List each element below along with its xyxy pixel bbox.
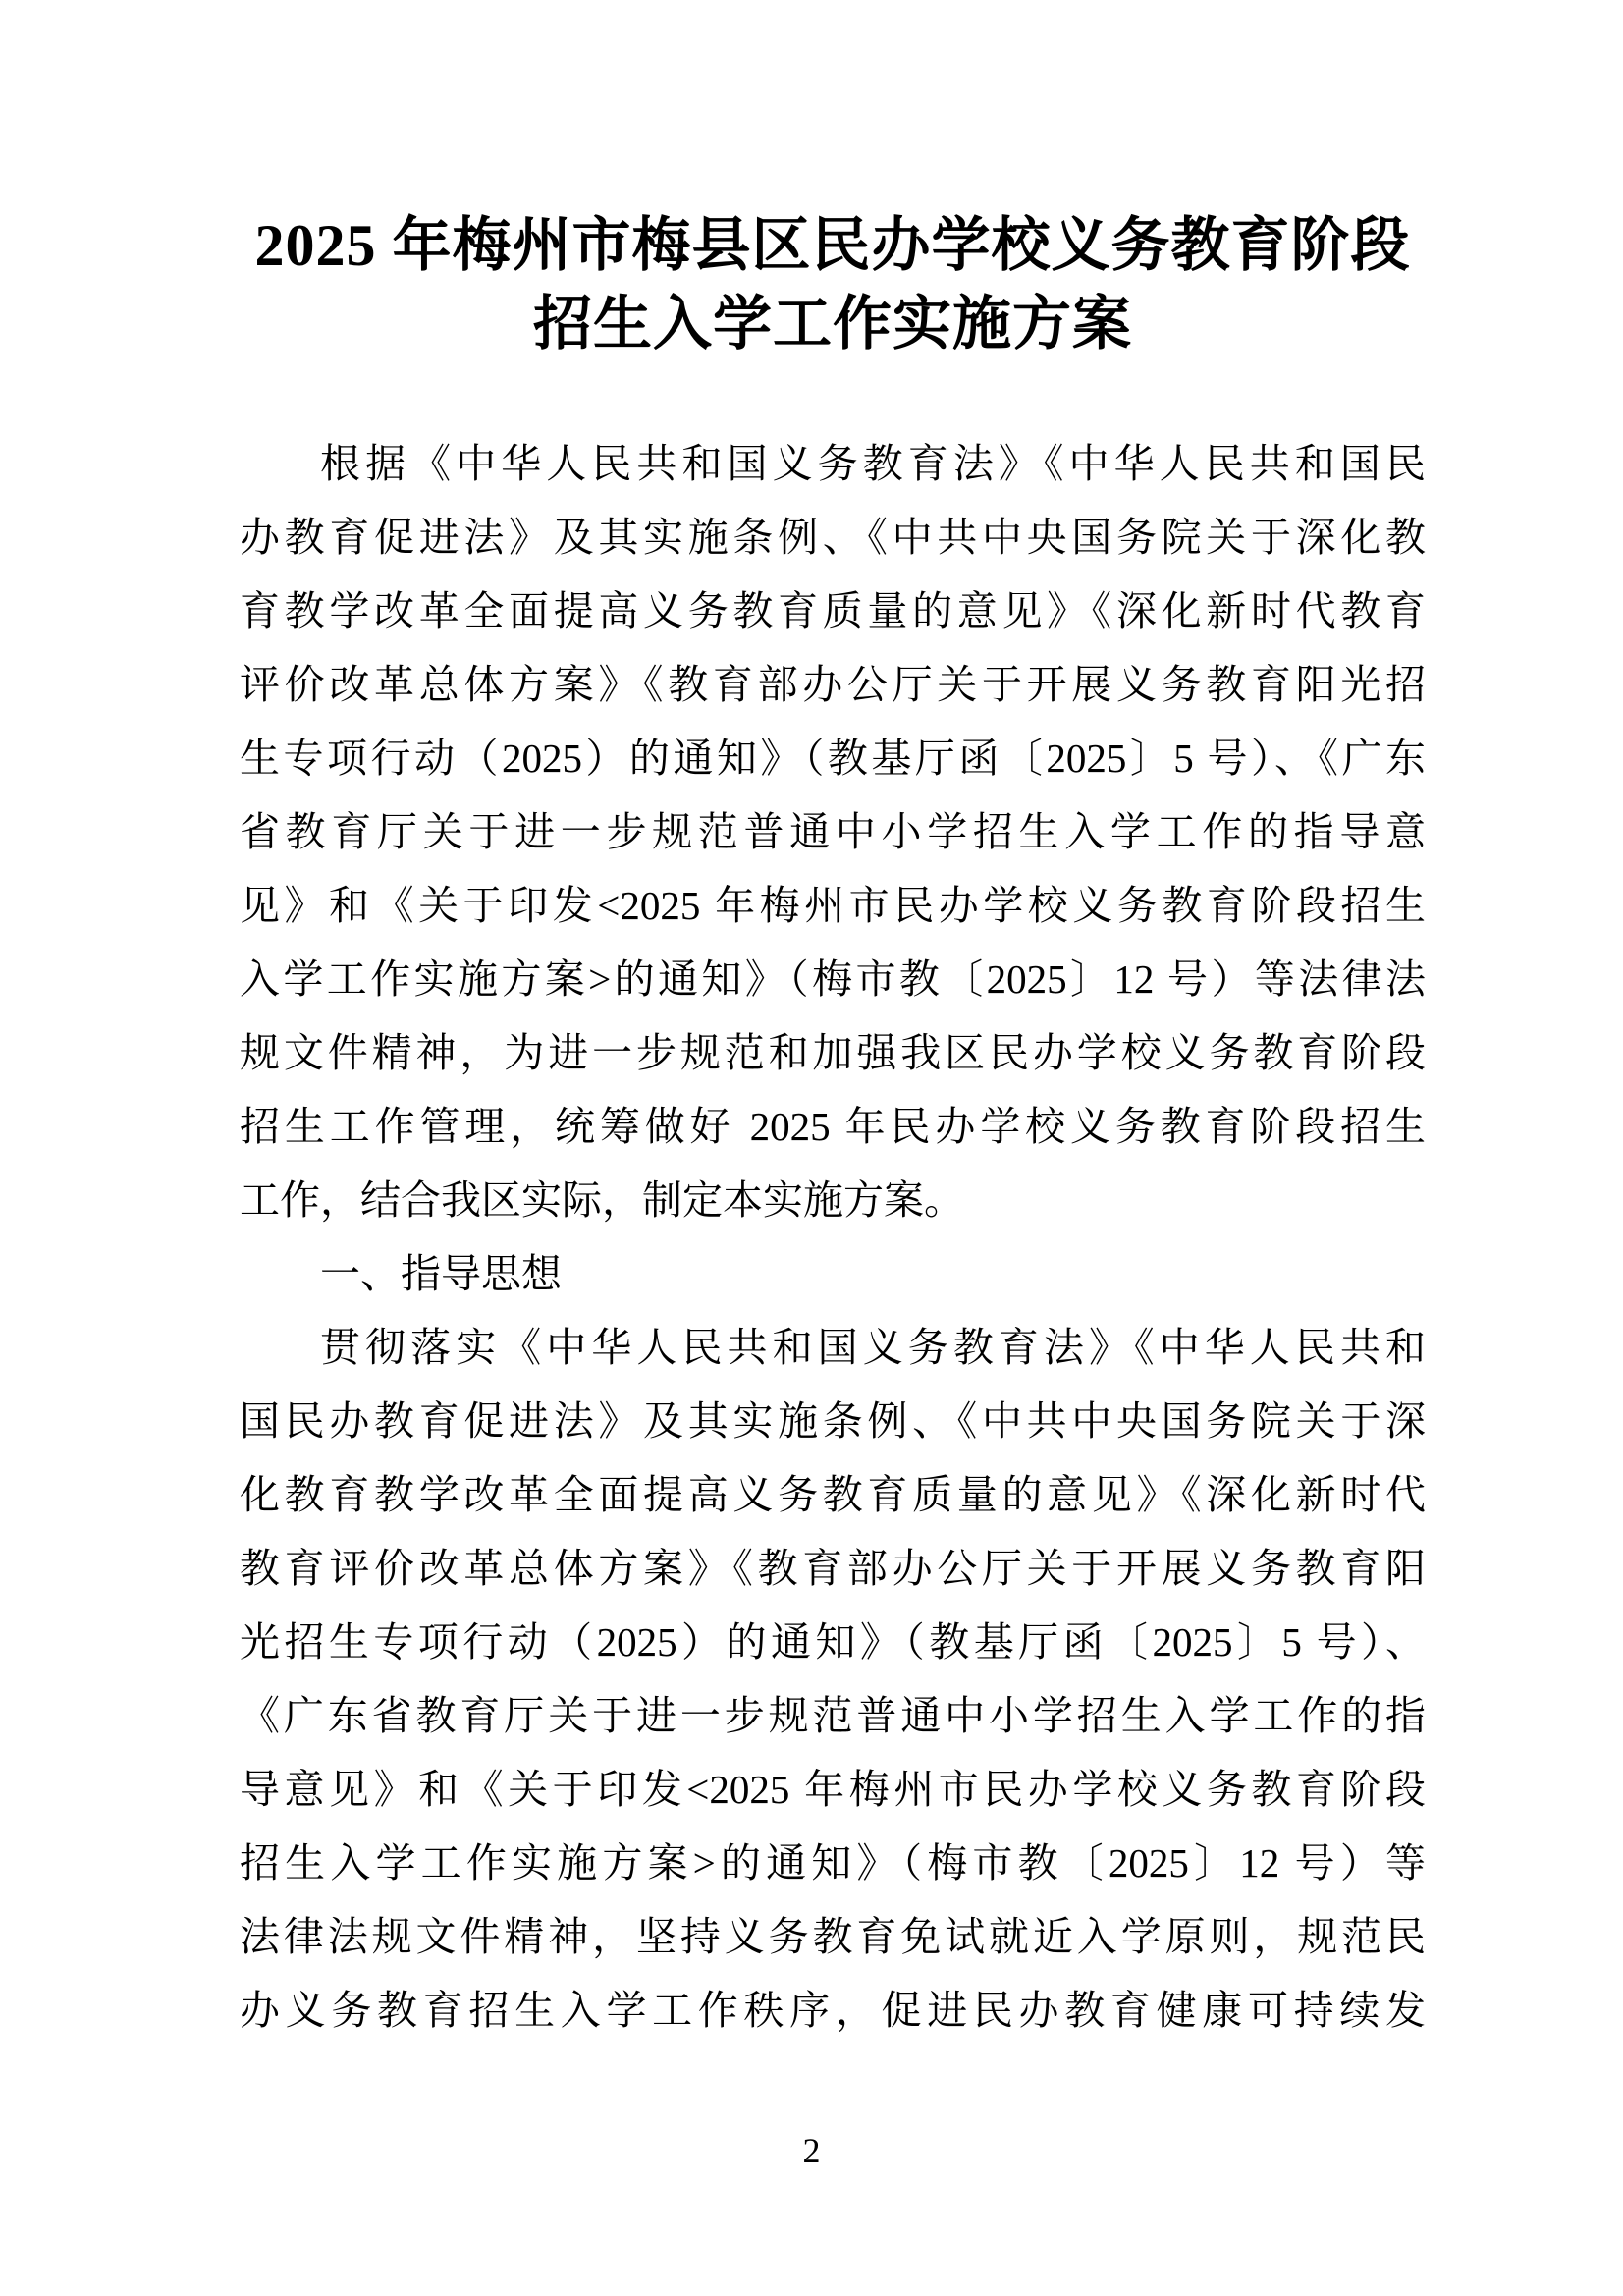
document-content [240, 0, 1426, 2048]
document-title-line-2: 招生入学工作实施方案 [533, 292, 1132, 356]
document-title [240, 206, 1426, 363]
body-line: 导意见》和《关于印发<2025 年梅州市民办学校义务教育阶段 [240, 1767, 1426, 1812]
document-body [240, 427, 1426, 2048]
body-line: 贯彻落实《中华人民共和国义务教育法》《中华人民共和 [320, 1325, 1426, 1370]
body-line: 生专项行动（2025）的通知》（教基厅函〔2025〕5 号）、《广东 [240, 736, 1426, 781]
body-line: 育教学改革全面提高义务教育质量的意见》《深化新时代教育 [240, 588, 1426, 633]
body-line: 工作，结合我区实际，制定本实施方案。 [240, 1177, 964, 1223]
body-line: 招生工作管理，统筹做好 2025 年民办学校义务教育阶段招生 [240, 1104, 1426, 1149]
body-line: 《广东省教育厅关于进一步规范普通中小学招生入学工作的指 [240, 1693, 1426, 1738]
body-line: 招生入学工作实施方案>的通知》（梅市教〔2025〕12 号）等 [240, 1840, 1426, 1886]
body-line: 规文件精神，为进一步规范和加强我区民办学校义务教育阶段 [240, 1030, 1426, 1075]
body-line: 光招生专项行动（2025）的通知》（教基厅函〔2025〕5 号）、 [240, 1619, 1426, 1665]
body-line: 根据《中华人民共和国义务教育法》《中华人民共和国民 [320, 441, 1426, 486]
body-line: 国民办教育促进法》及其实施条例、《中共中央国务院关于深 [240, 1398, 1426, 1444]
body-line: 入学工作实施方案>的通知》（梅市教〔2025〕12 号）等法律法 [240, 957, 1426, 1002]
body-line: 省教育厅关于进一步规范普通中小学招生入学工作的指导意 [240, 809, 1426, 854]
section-heading: 一、指导思想 [320, 1251, 562, 1296]
body-line: 评价改革总体方案》《教育部办公厅关于开展义务教育阳光招 [240, 662, 1426, 707]
body-line: 化教育教学改革全面提高义务教育质量的意见》《深化新时代 [240, 1472, 1426, 1517]
body-line: 办教育促进法》及其实施条例、《中共中央国务院关于深化教 [240, 515, 1426, 560]
body-line: 办义务教育招生入学工作秩序，促进民办教育健康可持续发 [240, 1988, 1426, 2033]
body-line: 教育评价改革总体方案》《教育部办公厅关于开展义务教育阳 [240, 1546, 1426, 1591]
document-title-line-1: 2025 年梅州市梅县区民办学校义务教育阶段 [254, 213, 1411, 278]
body-line: 见》和《关于印发<2025 年梅州市民办学校义务教育阶段招生 [240, 883, 1426, 928]
body-line: 法律法规文件精神，坚持义务教育免试就近入学原则，规范民 [240, 1914, 1426, 1959]
page-number: 2 [802, 2131, 821, 2170]
